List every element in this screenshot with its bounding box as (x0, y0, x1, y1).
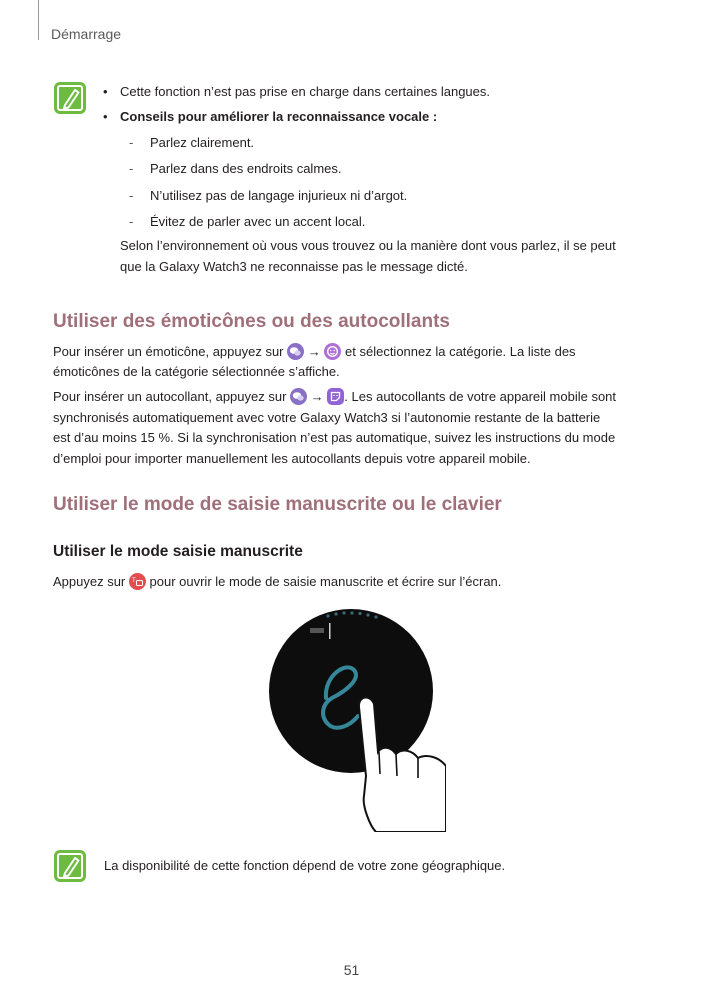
note-icon (53, 81, 87, 120)
header-rule (38, 0, 39, 40)
messages-icon (287, 343, 304, 360)
svg-text:T: T (131, 577, 136, 584)
bullet-dot: • (103, 84, 108, 99)
note-extra-line-2: que la Galaxy Watch3 ne reconnaisse pas le message dicté. (120, 259, 468, 274)
paragraph-handwriting (53, 572, 501, 593)
subheading-handwriting-mode: Utiliser le mode saisie manuscrite (53, 543, 303, 560)
handwriting-icon (129, 573, 146, 590)
tip-dash: - (129, 161, 134, 176)
arrow-glyph: → (307, 344, 321, 359)
section-heading-handwriting: Utiliser le mode de saisie manuscrite ou le clavier (53, 494, 502, 515)
watch-illustration (266, 606, 446, 832)
messages-icon (290, 388, 307, 405)
paragraph-stickers-line-1 (53, 387, 616, 408)
paragraph-stickers-line-4: d’emploi pour importer manuellement les autocollants depuis votre appareil mobile. (53, 451, 531, 466)
bullet-dot: • (103, 109, 108, 124)
text-span: Pour insérer un autocollant, appuyez sur (53, 389, 287, 404)
text-span: . Les autocollants de votre appareil mobile sont (344, 389, 617, 404)
text-span: et sélectionnez la catégorie. La liste des (345, 344, 576, 359)
section-heading-emoticons: Utiliser des émoticônes ou des autocollants (53, 311, 450, 332)
note-bullet-1: Cette fonction n’est pas prise en charge dans certaines langues. (120, 84, 491, 99)
page-number: 51 (343, 962, 360, 978)
emoji-icon (324, 343, 341, 360)
arrow-glyph: → (310, 389, 324, 404)
tip-item: Évitez de parler avec un accent local. (150, 214, 366, 229)
paragraph-emoticons-line-2: émoticônes de la catégorie sélectionnée s’affiche. (53, 364, 340, 379)
note-availability: La disponibilité de cette fonction dépend de votre zone géographique. (104, 858, 506, 873)
tip-item: N’utilisez pas de langage injurieux ni d’argot. (150, 188, 408, 203)
page-header-title: Démarrage (51, 26, 122, 42)
tip-item: Parlez clairement. (150, 135, 255, 150)
tip-dash: - (129, 214, 134, 229)
text-span: Appuyez sur (53, 574, 126, 589)
note-bullet-2: Conseils pour améliorer la reconnaissance vocale : (120, 109, 438, 124)
text-span: pour ouvrir le mode de saisie manuscrite et écrire sur l’écran. (149, 574, 502, 589)
tip-item: Parlez dans des endroits calmes. (150, 161, 342, 176)
paragraph-stickers-line-3: est d’au moins 15 %. Si la synchronisation n’est pas automatique, suivez les instructions du mode (53, 430, 616, 445)
paragraph-emoticons-line-1 (53, 342, 576, 363)
note-icon (53, 849, 87, 888)
text-span: Pour insérer un émoticône, appuyez sur (53, 344, 284, 359)
paragraph-stickers-line-2: synchronisés automatiquement avec votre Galaxy Watch3 si l’autonomie restante de la batterie (53, 410, 601, 425)
tip-dash: - (129, 135, 134, 150)
sticker-icon (327, 388, 344, 405)
note-extra-line-1: Selon l’environnement où vous vous trouvez ou la manière dont vous parlez, il se peut (120, 238, 616, 253)
tip-dash: - (129, 188, 134, 203)
